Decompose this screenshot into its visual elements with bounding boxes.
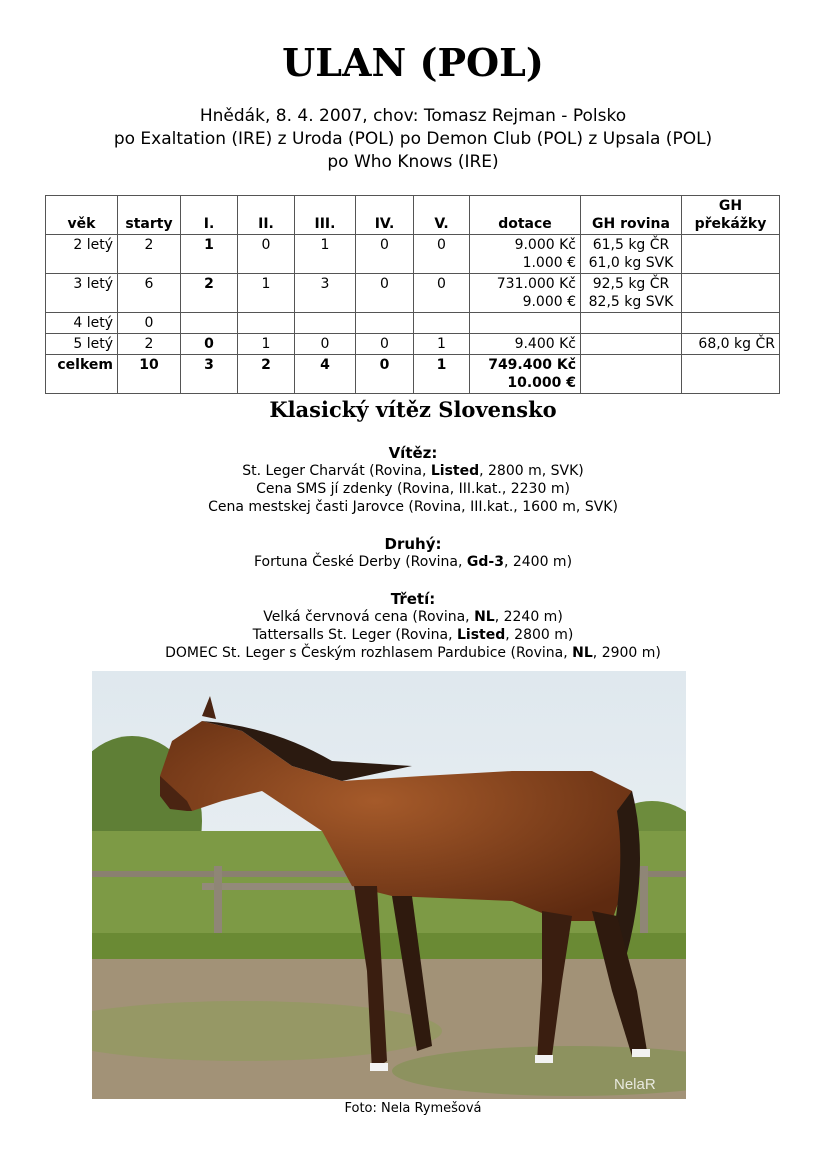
cell-prize xyxy=(470,355,581,394)
col-header-first: I. xyxy=(181,196,238,235)
winner-section xyxy=(0,444,826,516)
prize-eur: 9.000 € xyxy=(522,294,576,310)
cell-prize xyxy=(470,313,581,334)
cell-vek: 5 letý xyxy=(46,334,118,355)
prize-eur: 10.000 € xyxy=(507,375,576,391)
race-line-post: , 2800 m) xyxy=(505,627,574,643)
race-line xyxy=(0,553,826,571)
horse-name-title: ULAN (POL) xyxy=(282,40,544,85)
cell-gh-flat xyxy=(581,334,682,355)
third-section xyxy=(0,590,826,662)
col-header-second: II. xyxy=(238,196,295,235)
prize-czk: 9.000 Kč xyxy=(514,237,576,253)
table-header-row xyxy=(46,196,780,235)
cell-gh-flat xyxy=(581,235,682,274)
table-total-row xyxy=(46,355,780,394)
cell-starty: 2 xyxy=(118,334,181,355)
cell-vek: celkem xyxy=(46,355,118,394)
second-list xyxy=(0,553,826,571)
race-line xyxy=(0,480,826,498)
prize-czk: 749.400 Kč xyxy=(488,357,576,373)
cell-gh-flat xyxy=(581,355,682,394)
pedigree-line: po Exaltation (IRE) z Uroda (POL) po Demon Club (POL) z Upsala (POL) xyxy=(113,129,713,149)
col-header-age: věk xyxy=(46,196,118,235)
race-line-pre: Velká červnová cena (Rovina, xyxy=(263,609,475,625)
cell-p5: 0 xyxy=(414,235,470,274)
gh-flat-svk: 82,5 kg SVK xyxy=(588,294,674,310)
race-line-pre: Cena SMS jí zdenky (Rovina, III.kat., 2230 m) xyxy=(256,481,570,497)
third-heading: Třetí: xyxy=(390,590,436,608)
cell-p4 xyxy=(356,313,414,334)
cell-p3: 0 xyxy=(295,334,356,355)
race-line-bold: Listed xyxy=(457,627,506,643)
cell-prize xyxy=(470,334,581,355)
cell-p1: 2 xyxy=(181,274,238,313)
cell-p2: 0 xyxy=(238,235,295,274)
cell-p5: 1 xyxy=(414,334,470,355)
cell-p2: 1 xyxy=(238,334,295,355)
winner-list xyxy=(0,462,826,516)
race-line-post: , 2800 m, SVK) xyxy=(479,463,584,479)
horse-photo xyxy=(92,671,686,1099)
col-header-starts: starty xyxy=(118,196,181,235)
gh-flat-svk: 61,0 kg SVK xyxy=(588,255,674,271)
photo-watermark: NelaR xyxy=(614,1076,656,1093)
race-line-post: , 2240 m) xyxy=(494,609,563,625)
cell-p1: 0 xyxy=(181,334,238,355)
race-line-bold: NL xyxy=(572,645,593,661)
race-line-bold: Gd-3 xyxy=(466,554,504,570)
cell-p1 xyxy=(181,313,238,334)
cell-p1: 1 xyxy=(181,235,238,274)
cell-p4: 0 xyxy=(356,355,414,394)
col-header-gh-jump: GH překážky xyxy=(682,196,780,235)
cell-gh-jump: 68,0 kg ČR xyxy=(682,334,780,355)
second-heading: Druhý: xyxy=(384,535,442,553)
race-line xyxy=(0,608,826,626)
table-row xyxy=(46,313,780,334)
table-row xyxy=(46,334,780,355)
cell-p3: 3 xyxy=(295,274,356,313)
cell-p5: 1 xyxy=(414,355,470,394)
cell-p2: 2 xyxy=(238,355,295,394)
cell-p4: 0 xyxy=(356,274,414,313)
cell-gh-flat xyxy=(581,313,682,334)
cell-p2 xyxy=(238,313,295,334)
cell-starty: 6 xyxy=(118,274,181,313)
race-line-bold: Listed xyxy=(430,463,480,479)
cell-p4: 0 xyxy=(356,334,414,355)
cell-p5: 0 xyxy=(414,274,470,313)
cell-gh-flat xyxy=(581,274,682,313)
classic-winner-heading: Klasický vítěz Slovensko xyxy=(269,397,557,422)
race-line-pre: Fortuna České Derby (Rovina, xyxy=(253,554,467,570)
race-line xyxy=(0,462,826,480)
cell-p3: 4 xyxy=(295,355,356,394)
prize-czk: 9.400 Kč xyxy=(514,336,576,352)
col-header-fourth: IV. xyxy=(356,196,414,235)
race-line xyxy=(0,626,826,644)
prize-czk: 731.000 Kč xyxy=(496,276,576,292)
winner-heading: Vítěz: xyxy=(388,444,438,462)
cell-prize xyxy=(470,235,581,274)
race-line-bold: NL xyxy=(474,609,495,625)
cell-p1: 3 xyxy=(181,355,238,394)
race-line-pre: St. Leger Charvát (Rovina, xyxy=(242,463,431,479)
horse-photo-illustration xyxy=(92,671,686,1099)
table-row xyxy=(46,274,780,313)
cell-vek: 3 letý xyxy=(46,274,118,313)
col-header-fifth: V. xyxy=(414,196,470,235)
cell-starty: 2 xyxy=(118,235,181,274)
cell-p4: 0 xyxy=(356,235,414,274)
cell-starty: 10 xyxy=(118,355,181,394)
race-line-post: , 2900 m) xyxy=(592,645,661,661)
cell-vek: 4 letý xyxy=(46,313,118,334)
cell-starty: 0 xyxy=(118,313,181,334)
gh-flat-cz: 61,5 kg ČR xyxy=(592,237,670,253)
cell-p2: 1 xyxy=(238,274,295,313)
col-header-gh-flat: GH rovina xyxy=(581,196,682,235)
cell-prize xyxy=(470,274,581,313)
cell-vek: 2 letý xyxy=(46,235,118,274)
cell-gh-jump xyxy=(682,313,780,334)
cell-p5 xyxy=(414,313,470,334)
race-line-pre: Tattersalls St. Leger (Rovina, xyxy=(252,627,457,643)
cell-gh-jump xyxy=(682,235,780,274)
cell-gh-jump xyxy=(682,274,780,313)
race-line xyxy=(0,498,826,516)
pedigree-line-continued: po Who Knows (IRE) xyxy=(327,152,499,172)
photo-caption: Foto: Nela Rymešová xyxy=(344,1101,482,1116)
race-stats-table xyxy=(45,195,780,394)
horse-info-line: Hnědák, 8. 4. 2007, chov: Tomasz Rejman - Polsko xyxy=(199,106,627,126)
cell-gh-jump xyxy=(682,355,780,394)
race-line-pre: DOMEC St. Leger s Českým rozhlasem Pardubice (Rovina, xyxy=(165,645,573,661)
third-list xyxy=(0,608,826,662)
gh-flat-cz: 92,5 kg ČR xyxy=(592,276,670,292)
col-header-prize: dotace xyxy=(470,196,581,235)
second-section xyxy=(0,535,826,571)
cell-p3 xyxy=(295,313,356,334)
cell-p3: 1 xyxy=(295,235,356,274)
prize-eur: 1.000 € xyxy=(522,255,576,271)
col-header-third: III. xyxy=(295,196,356,235)
table-row xyxy=(46,235,780,274)
race-line xyxy=(0,644,826,662)
race-line-pre: Cena mestskej časti Jarovce (Rovina, III.kat., 1600 m, SVK) xyxy=(208,499,618,515)
race-line-post: , 2400 m) xyxy=(503,554,573,570)
